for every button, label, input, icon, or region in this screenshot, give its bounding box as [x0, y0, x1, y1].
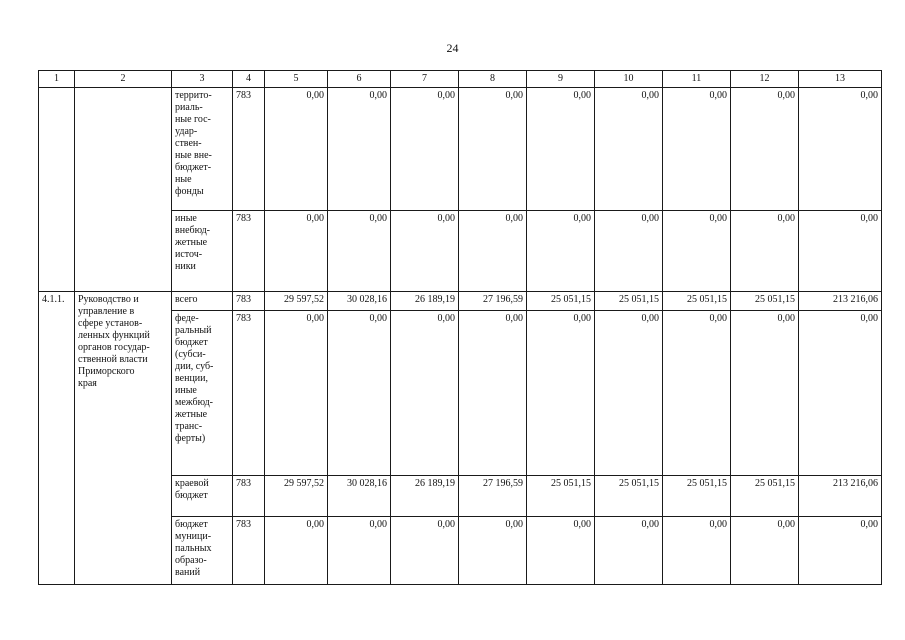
- funding-source-label: террито- риаль- ные гос- удар- ствен- ные вне- бюджет- ные фонды: [175, 90, 212, 197]
- page-number: 24: [446, 41, 459, 55]
- column-header: 13: [799, 71, 882, 88]
- value-cell: 0,00: [595, 517, 663, 585]
- value-cell: 27 196,59: [459, 476, 527, 517]
- value-cell: 0,00: [799, 211, 882, 292]
- funding-source-label: феде- ральный бюджет (субси- дии, суб- венции, иные межбюд- жетные транс- ферты): [175, 313, 214, 444]
- column-header: 7: [391, 71, 459, 88]
- value-cell: 25 051,15: [663, 476, 731, 517]
- code-cell: 783: [233, 476, 265, 517]
- value-cell: 0,00: [799, 88, 882, 211]
- value-cell: 0,00: [595, 311, 663, 476]
- item-name: Руководство и управление в сфере установ- ленных функций органов государ- ственной власти Приморского края: [78, 294, 150, 389]
- value-cell: 0,00: [391, 88, 459, 211]
- funding-source-label: иные внебюд- жетные источ- ники: [175, 213, 210, 272]
- header-row: [39, 71, 882, 88]
- value-cell: 0,00: [328, 517, 391, 585]
- value-cell: 213 216,06: [799, 476, 882, 517]
- value-cell: 0,00: [459, 88, 527, 211]
- value-cell: 29 597,52: [265, 476, 328, 517]
- value-cell: 25 051,15: [527, 292, 595, 311]
- value-cell: 213 216,06: [799, 292, 882, 311]
- funding-source-cell: [172, 292, 233, 311]
- value-cell: 25 051,15: [595, 292, 663, 311]
- value-cell: 0,00: [265, 211, 328, 292]
- value-cell: 0,00: [459, 211, 527, 292]
- value-cell: 0,00: [663, 88, 731, 211]
- value-cell: 27 196,59: [459, 292, 527, 311]
- value-cell: 25 051,15: [731, 476, 799, 517]
- value-cell: 25 051,15: [663, 292, 731, 311]
- funding-source-cell: [172, 88, 233, 211]
- value-cell: 0,00: [459, 311, 527, 476]
- value-cell: 0,00: [663, 211, 731, 292]
- name-cell: [75, 292, 172, 585]
- value-cell: 0,00: [328, 311, 391, 476]
- column-header: 9: [527, 71, 595, 88]
- value-cell: 0,00: [391, 517, 459, 585]
- value-cell: 26 189,19: [391, 292, 459, 311]
- value-cell: 0,00: [731, 211, 799, 292]
- value-cell: 0,00: [595, 88, 663, 211]
- value-cell: 0,00: [265, 517, 328, 585]
- index-cell: [39, 88, 75, 292]
- code-cell: 783: [233, 517, 265, 585]
- funding-source-cell: [172, 517, 233, 585]
- funding-source-label: всего: [175, 294, 198, 305]
- value-cell: 0,00: [527, 311, 595, 476]
- value-cell: 0,00: [391, 311, 459, 476]
- value-cell: 0,00: [391, 211, 459, 292]
- value-cell: 0,00: [265, 88, 328, 211]
- value-cell: 0,00: [663, 311, 731, 476]
- value-cell: 0,00: [731, 311, 799, 476]
- code-cell: 783: [233, 292, 265, 311]
- budget-table: [38, 70, 882, 585]
- column-header: 2: [75, 71, 172, 88]
- value-cell: 30 028,16: [328, 292, 391, 311]
- column-header: 11: [663, 71, 731, 88]
- value-cell: 0,00: [265, 311, 328, 476]
- value-cell: 26 189,19: [391, 476, 459, 517]
- column-header: 12: [731, 71, 799, 88]
- code-cell: 783: [233, 211, 265, 292]
- value-cell: 29 597,52: [265, 292, 328, 311]
- value-cell: 0,00: [799, 311, 882, 476]
- table-row: [39, 292, 882, 311]
- funding-source-cell: [172, 476, 233, 517]
- name-cell: [75, 88, 172, 292]
- column-header: 6: [328, 71, 391, 88]
- value-cell: 0,00: [527, 88, 595, 211]
- column-header: 4: [233, 71, 265, 88]
- code-cell: 783: [233, 88, 265, 211]
- table-row: [39, 88, 882, 211]
- value-cell: 0,00: [663, 517, 731, 585]
- funding-source-cell: [172, 311, 233, 476]
- column-header: 8: [459, 71, 527, 88]
- value-cell: 0,00: [595, 211, 663, 292]
- value-cell: 0,00: [527, 211, 595, 292]
- value-cell: 0,00: [328, 211, 391, 292]
- funding-source-cell: [172, 211, 233, 292]
- funding-source-label: краевой бюджет: [175, 478, 209, 501]
- value-cell: 25 051,15: [595, 476, 663, 517]
- value-cell: 0,00: [527, 517, 595, 585]
- value-cell: 0,00: [459, 517, 527, 585]
- funding-source-label: бюджет муници- пальных образо- ваний: [175, 519, 212, 578]
- value-cell: 0,00: [328, 88, 391, 211]
- value-cell: 0,00: [731, 517, 799, 585]
- column-header: 5: [265, 71, 328, 88]
- value-cell: 25 051,15: [731, 292, 799, 311]
- code-cell: 783: [233, 311, 265, 476]
- column-header: 1: [39, 71, 75, 88]
- column-header: 3: [172, 71, 233, 88]
- value-cell: 0,00: [799, 517, 882, 585]
- index-cell: 4.1.1.: [39, 292, 75, 585]
- value-cell: 30 028,16: [328, 476, 391, 517]
- value-cell: 25 051,15: [527, 476, 595, 517]
- value-cell: 0,00: [731, 88, 799, 211]
- column-header: 10: [595, 71, 663, 88]
